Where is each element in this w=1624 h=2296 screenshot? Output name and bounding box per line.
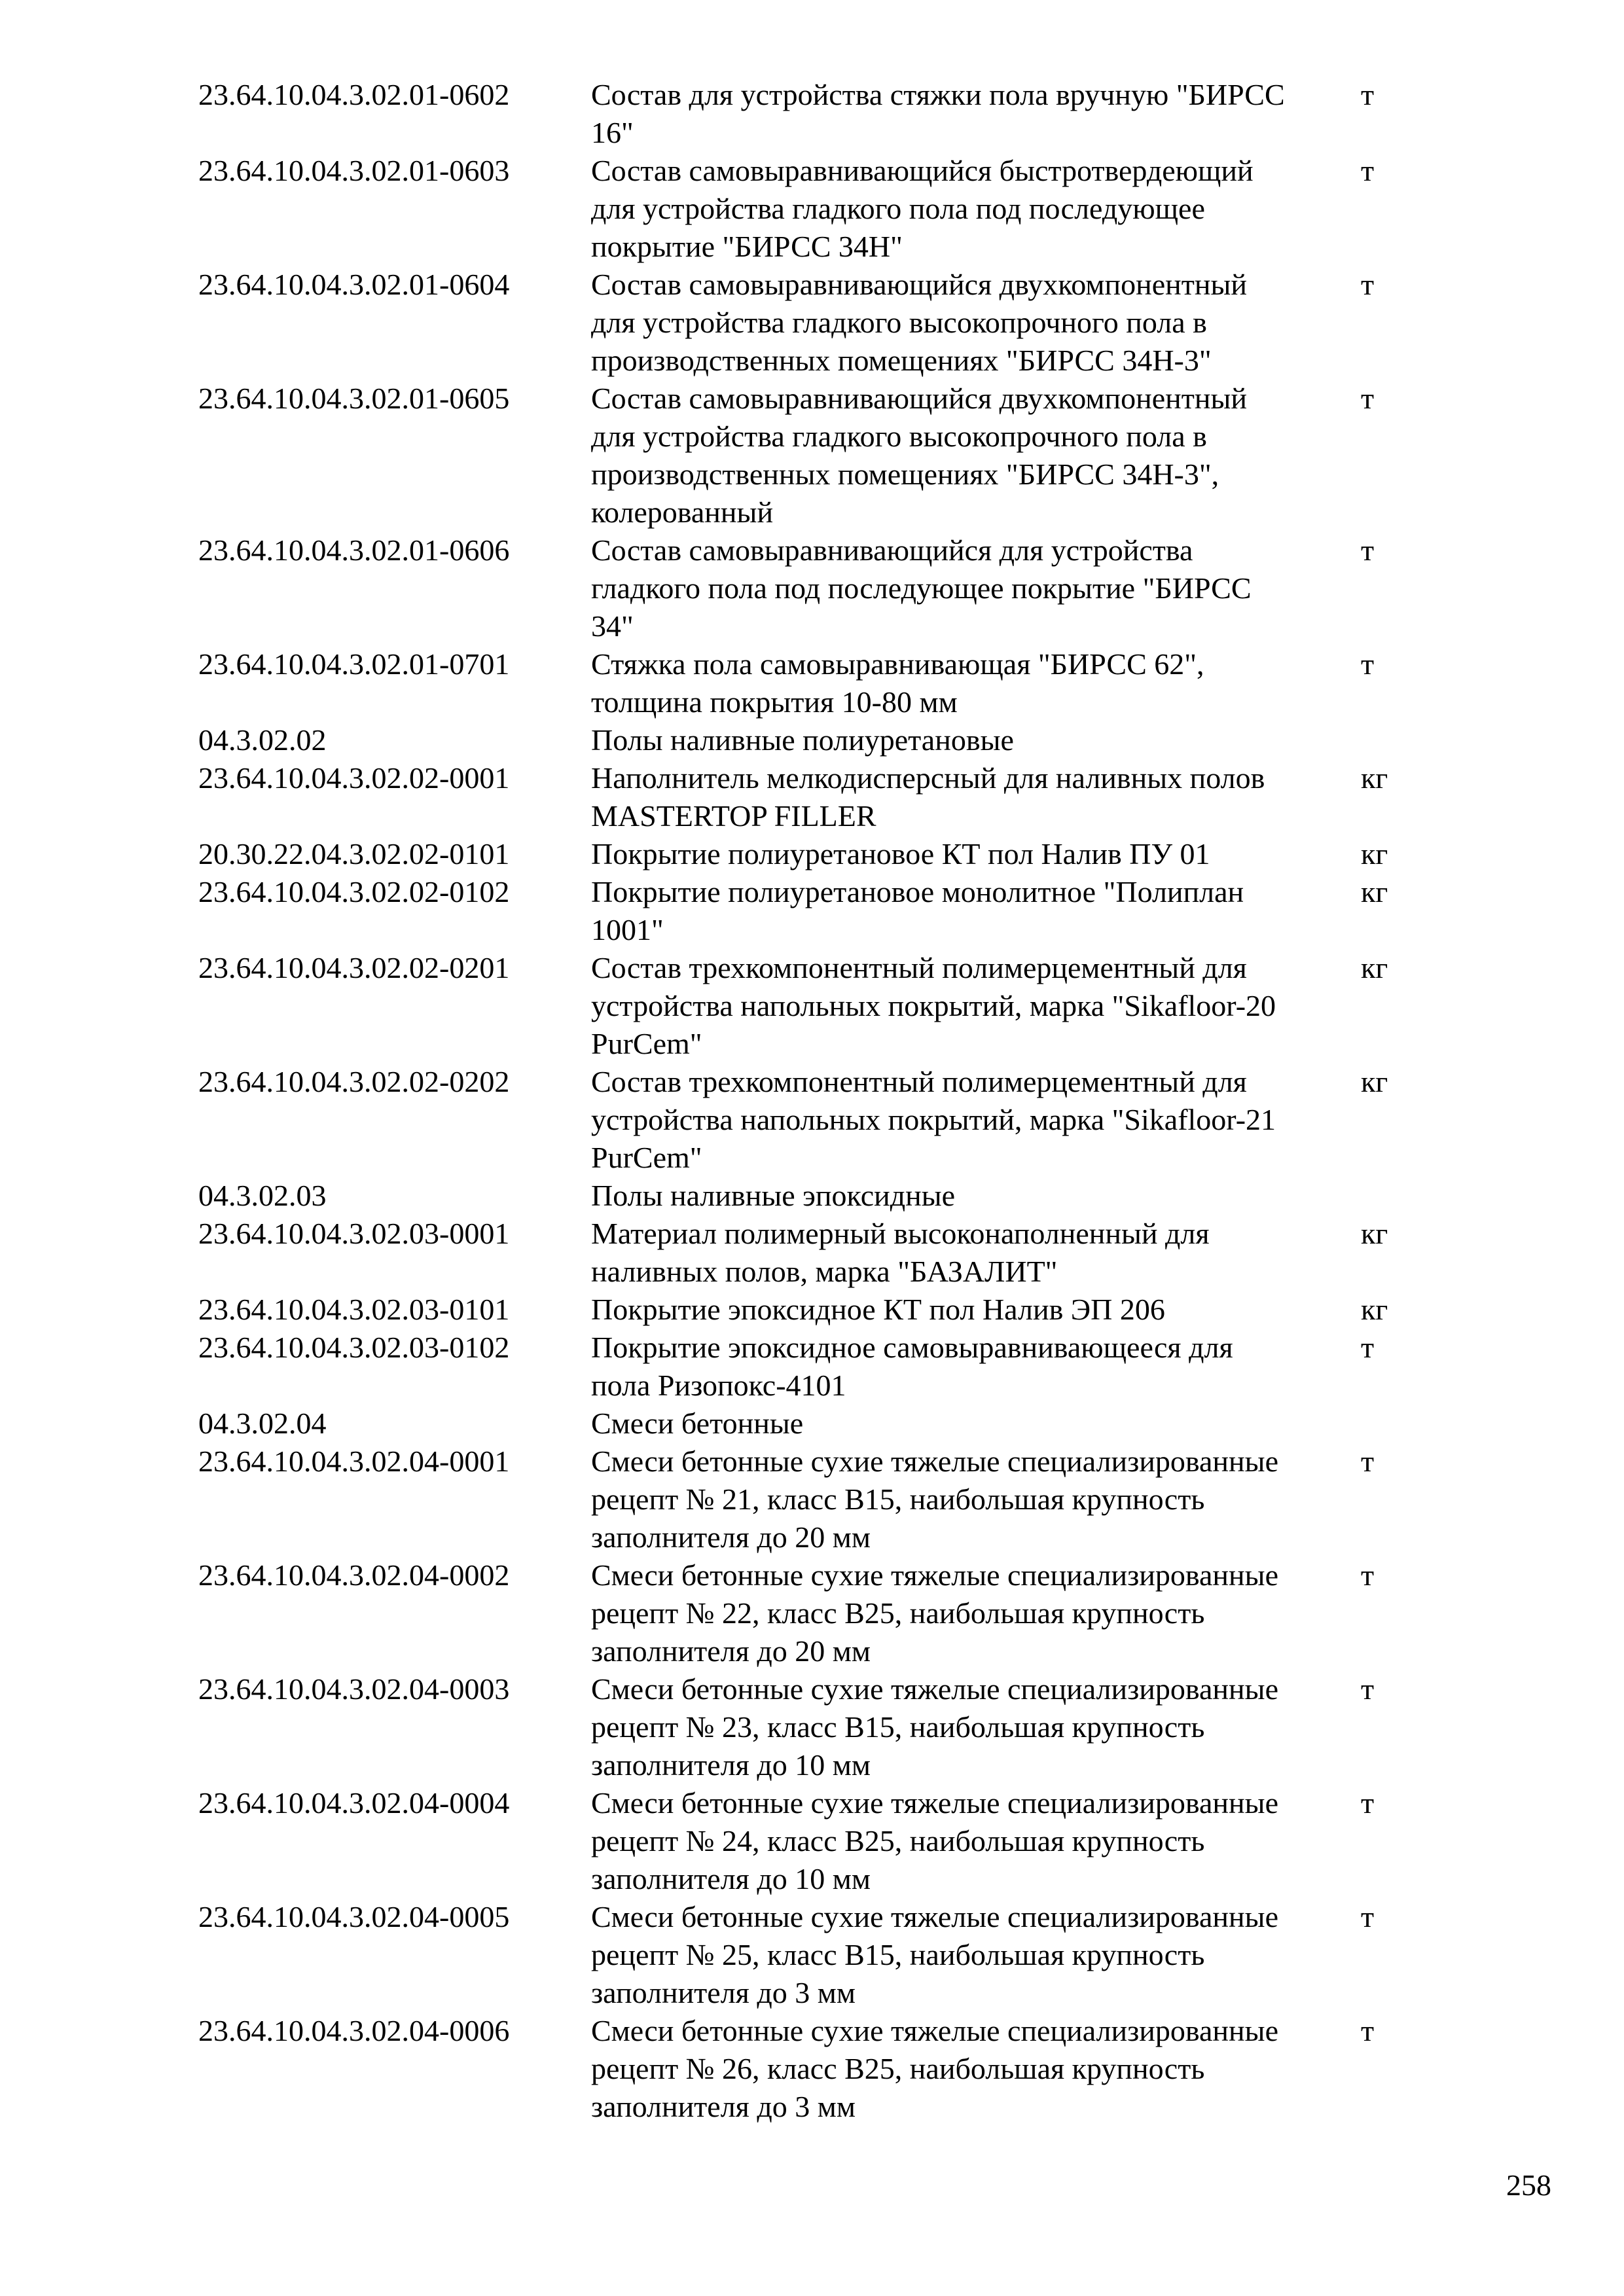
unit-of-measure: т bbox=[1361, 382, 1375, 415]
unit-of-measure: т bbox=[1361, 78, 1375, 111]
resource-code: 23.64.10.04.3.02.02-0001 bbox=[198, 761, 510, 795]
resource-name: Состав самовыравнивающийся быстротвердеющий для устройства гладкого пола под последующее покрытие "БИРСС 34Н" bbox=[591, 154, 1254, 263]
resource-name: Смеси бетонные bbox=[591, 1407, 804, 1440]
resource-code: 23.64.10.04.3.02.03-0101 bbox=[198, 1293, 510, 1326]
table-row bbox=[198, 2012, 1416, 2126]
resource-name: Состав для устройства стяжки пола вручную "БИРСС 16" bbox=[591, 78, 1285, 149]
resource-code: 23.64.10.04.3.02.01-0606 bbox=[198, 533, 510, 567]
resource-code: 23.64.10.04.3.02.04-0006 bbox=[198, 2014, 510, 2047]
resource-name: Полы наливные эпоксидные bbox=[591, 1179, 956, 1212]
table-row bbox=[198, 380, 1416, 531]
unit-of-measure: кг bbox=[1361, 761, 1388, 795]
unit-of-measure: т bbox=[1361, 1786, 1375, 1820]
resource-code: 23.64.10.04.3.02.02-0202 bbox=[198, 1065, 510, 1098]
resource-code: 04.3.02.03 bbox=[198, 1179, 327, 1212]
unit-of-measure: т bbox=[1361, 154, 1375, 187]
resource-code: 23.64.10.04.3.02.01-0701 bbox=[198, 647, 510, 681]
resource-code: 23.64.10.04.3.02.04-0002 bbox=[198, 1558, 510, 1592]
unit-of-measure: кг bbox=[1361, 1065, 1388, 1098]
resource-name: Состав трехкомпонентный полимерцементный для устройства напольных покрытий, марка "Sikafloor-21 PurCem" bbox=[591, 1065, 1276, 1174]
resource-name: Покрытие полиуретановое КТ пол Налив ПУ 01 bbox=[591, 837, 1210, 870]
table-row bbox=[198, 1063, 1416, 1177]
table-row bbox=[198, 1670, 1416, 1784]
table-row bbox=[198, 759, 1416, 835]
table-row bbox=[198, 645, 1416, 721]
table-row bbox=[198, 1556, 1416, 1670]
resource-name: Покрытие эпоксидное самовыравнивающееся для пола Ризопокс-4101 bbox=[591, 1331, 1233, 1402]
resource-name: Материал полимерный высоконаполненный для наливных полов, марка "БАЗАЛИТ" bbox=[591, 1217, 1210, 1288]
resource-name: Покрытие полиуретановое монолитное "Полиплан 1001" bbox=[591, 875, 1244, 946]
table-row bbox=[198, 1405, 1416, 1443]
table-row bbox=[198, 1329, 1416, 1405]
table-row bbox=[198, 1898, 1416, 2012]
resource-code: 04.3.02.04 bbox=[198, 1407, 327, 1440]
unit-of-measure: кг bbox=[1361, 875, 1388, 908]
resource-name: Наполнитель мелкодисперсный для наливных полов MASTERTOP FILLER bbox=[591, 761, 1265, 833]
resource-code: 20.30.22.04.3.02.02-0101 bbox=[198, 837, 510, 870]
resource-name: Состав самовыравнивающийся двухкомпонентный для устройства гладкого высокопрочного пола в производственных помещениях "БИРСС 34Н-3", колерованный bbox=[591, 382, 1247, 529]
table-row bbox=[198, 949, 1416, 1063]
resource-code: 23.64.10.04.3.02.03-0001 bbox=[198, 1217, 510, 1250]
unit-of-measure: кг bbox=[1361, 837, 1388, 870]
table-row bbox=[198, 531, 1416, 645]
resource-name: Полы наливные полиуретановые bbox=[591, 723, 1014, 757]
table-row bbox=[198, 266, 1416, 380]
table-row bbox=[198, 835, 1416, 873]
resource-name: Смеси бетонные сухие тяжелые специализированные рецепт № 21, класс В15, наибольшая крупность заполнителя до 20 мм bbox=[591, 1444, 1278, 1554]
resource-code: 23.64.10.04.3.02.04-0005 bbox=[198, 1900, 510, 1933]
resource-name: Смеси бетонные сухие тяжелые специализированные рецепт № 23, класс В15, наибольшая крупность заполнителя до 10 мм bbox=[591, 1672, 1278, 1782]
resource-code: 23.64.10.04.3.02.01-0604 bbox=[198, 268, 510, 301]
table-row bbox=[198, 1291, 1416, 1329]
table-row bbox=[198, 152, 1416, 266]
resource-name: Смеси бетонные сухие тяжелые специализированные рецепт № 25, класс В15, наибольшая крупность заполнителя до 3 мм bbox=[591, 1900, 1278, 2009]
table-row bbox=[198, 721, 1416, 759]
resource-name: Покрытие эпоксидное КТ пол Налив ЭП 206 bbox=[591, 1293, 1165, 1326]
unit-of-measure: т bbox=[1361, 268, 1375, 301]
catalog-table bbox=[198, 76, 1416, 2126]
unit-of-measure: кг bbox=[1361, 1217, 1388, 1250]
resource-name: Состав трехкомпонентный полимерцементный для устройства напольных покрытий, марка "Sikafloor-20 PurCem" bbox=[591, 951, 1276, 1060]
table-row bbox=[198, 1784, 1416, 1898]
resource-code: 23.64.10.04.3.02.01-0602 bbox=[198, 78, 510, 111]
resource-name: Смеси бетонные сухие тяжелые специализированные рецепт № 22, класс В25, наибольшая крупность заполнителя до 20 мм bbox=[591, 1558, 1278, 1668]
resource-code: 23.64.10.04.3.02.04-0003 bbox=[198, 1672, 510, 1706]
page-number: 258 bbox=[1506, 2168, 1551, 2202]
unit-of-measure: т bbox=[1361, 2014, 1375, 2047]
resource-name: Смеси бетонные сухие тяжелые специализированные рецепт № 24, класс В25, наибольшая крупность заполнителя до 10 мм bbox=[591, 1786, 1278, 1895]
resource-code: 23.64.10.04.3.02.04-0001 bbox=[198, 1444, 510, 1478]
table-row bbox=[198, 1177, 1416, 1215]
resource-name: Стяжка пола самовыравнивающая "БИРСС 62", толщина покрытия 10-80 мм bbox=[591, 647, 1204, 719]
table-row bbox=[198, 1443, 1416, 1556]
unit-of-measure: т bbox=[1361, 1444, 1375, 1478]
resource-code: 23.64.10.04.3.02.02-0102 bbox=[198, 875, 510, 908]
resource-name: Состав самовыравнивающийся для устройства гладкого пола под последующее покрытие "БИРСС 34" bbox=[591, 533, 1252, 643]
unit-of-measure: т bbox=[1361, 1900, 1375, 1933]
resource-name: Смеси бетонные сухие тяжелые специализированные рецепт № 26, класс В25, наибольшая крупность заполнителя до 3 мм bbox=[591, 2014, 1278, 2123]
unit-of-measure: кг bbox=[1361, 1293, 1388, 1326]
resource-code: 23.64.10.04.3.02.01-0603 bbox=[198, 154, 510, 187]
resource-name: Состав самовыравнивающийся двухкомпонентный для устройства гладкого высокопрочного пола в производственных помещениях "БИРСС 34Н-3" bbox=[591, 268, 1247, 377]
unit-of-measure: кг bbox=[1361, 951, 1388, 984]
table-row bbox=[198, 1215, 1416, 1291]
table-row bbox=[198, 873, 1416, 949]
unit-of-measure: т bbox=[1361, 1558, 1375, 1592]
unit-of-measure: т bbox=[1361, 1331, 1375, 1364]
unit-of-measure: т bbox=[1361, 647, 1375, 681]
resource-code: 23.64.10.04.3.02.01-0605 bbox=[198, 382, 510, 415]
resource-code: 23.64.10.04.3.02.03-0102 bbox=[198, 1331, 510, 1364]
resource-code: 23.64.10.04.3.02.04-0004 bbox=[198, 1786, 510, 1820]
table-row bbox=[198, 76, 1416, 152]
unit-of-measure: т bbox=[1361, 1672, 1375, 1706]
resource-code: 23.64.10.04.3.02.02-0201 bbox=[198, 951, 510, 984]
unit-of-measure: т bbox=[1361, 533, 1375, 567]
resource-code: 04.3.02.02 bbox=[198, 723, 327, 757]
